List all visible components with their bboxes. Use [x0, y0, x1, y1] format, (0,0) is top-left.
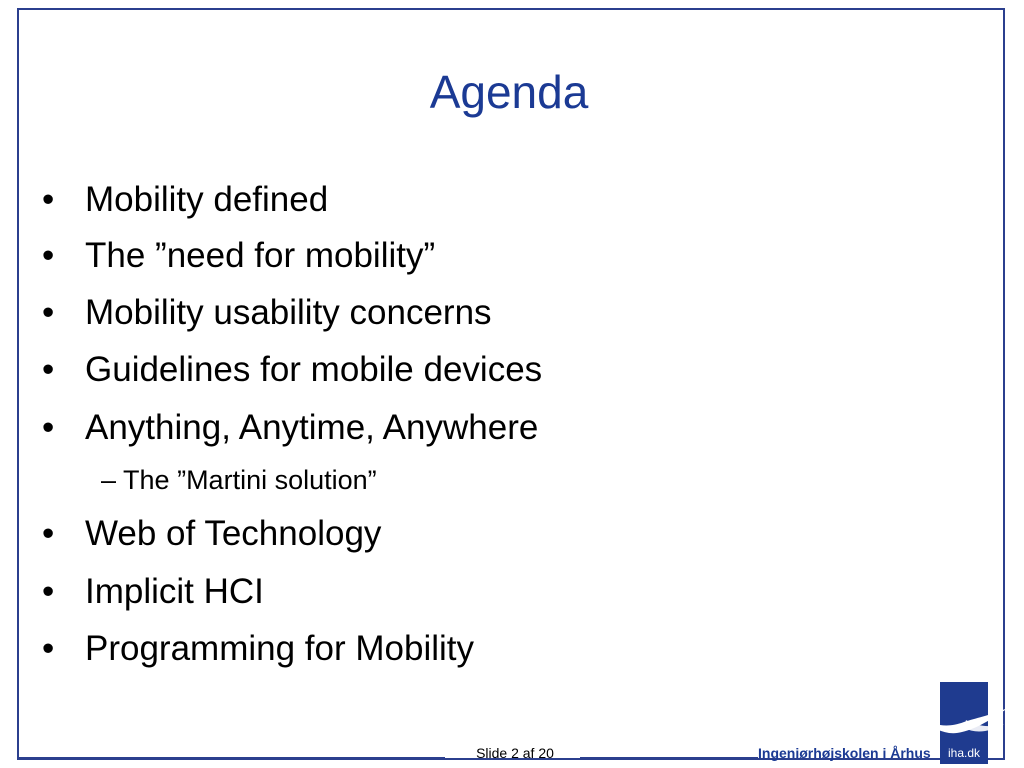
- agenda-item-text: Mobility usability concerns: [85, 293, 492, 332]
- sub-bullet-symbol: –: [101, 465, 117, 495]
- agenda-item: [42, 293, 492, 333]
- footer-divider-left: [17, 757, 445, 759]
- agenda-item-text: Mobility defined: [85, 180, 329, 219]
- bullet-symbol: •: [42, 514, 55, 553]
- bullet-symbol: •: [42, 629, 55, 668]
- logo-text: iha.dk: [947, 746, 981, 760]
- agenda-item-text: The ”need for mobility”: [85, 236, 436, 275]
- agenda-item-text: Programming for Mobility: [85, 629, 474, 668]
- school-name: Ingeniørhøjskolen i Århus: [758, 745, 931, 761]
- agenda-item: [42, 408, 538, 448]
- agenda-item-text: Web of Technology: [85, 514, 382, 553]
- agenda-item: [42, 236, 435, 276]
- agenda-subitem: [101, 464, 377, 496]
- agenda-item-text: Implicit HCI: [85, 572, 264, 611]
- agenda-item-text: Guidelines for mobile devices: [85, 350, 543, 389]
- iha-logo: [940, 682, 988, 764]
- agenda-item: [42, 350, 542, 390]
- bullet-symbol: •: [42, 236, 55, 275]
- slide-title: Agenda: [429, 66, 589, 118]
- bullet-symbol: •: [42, 293, 55, 332]
- footer-divider-right: [580, 757, 758, 759]
- bird-icon: [918, 698, 1010, 742]
- bullet-symbol: •: [42, 572, 55, 611]
- slide-number: Slide 2 af 20: [476, 745, 554, 761]
- agenda-item: [42, 180, 328, 220]
- bullet-symbol: •: [42, 408, 55, 447]
- bullet-symbol: •: [42, 180, 55, 219]
- agenda-item: [42, 514, 381, 554]
- bullet-symbol: •: [42, 350, 55, 389]
- agenda-subitem-text: The ”Martini solution”: [123, 465, 377, 495]
- agenda-item-text: Anything, Anytime, Anywhere: [85, 408, 539, 447]
- agenda-item: [42, 629, 474, 669]
- agenda-item: [42, 572, 264, 612]
